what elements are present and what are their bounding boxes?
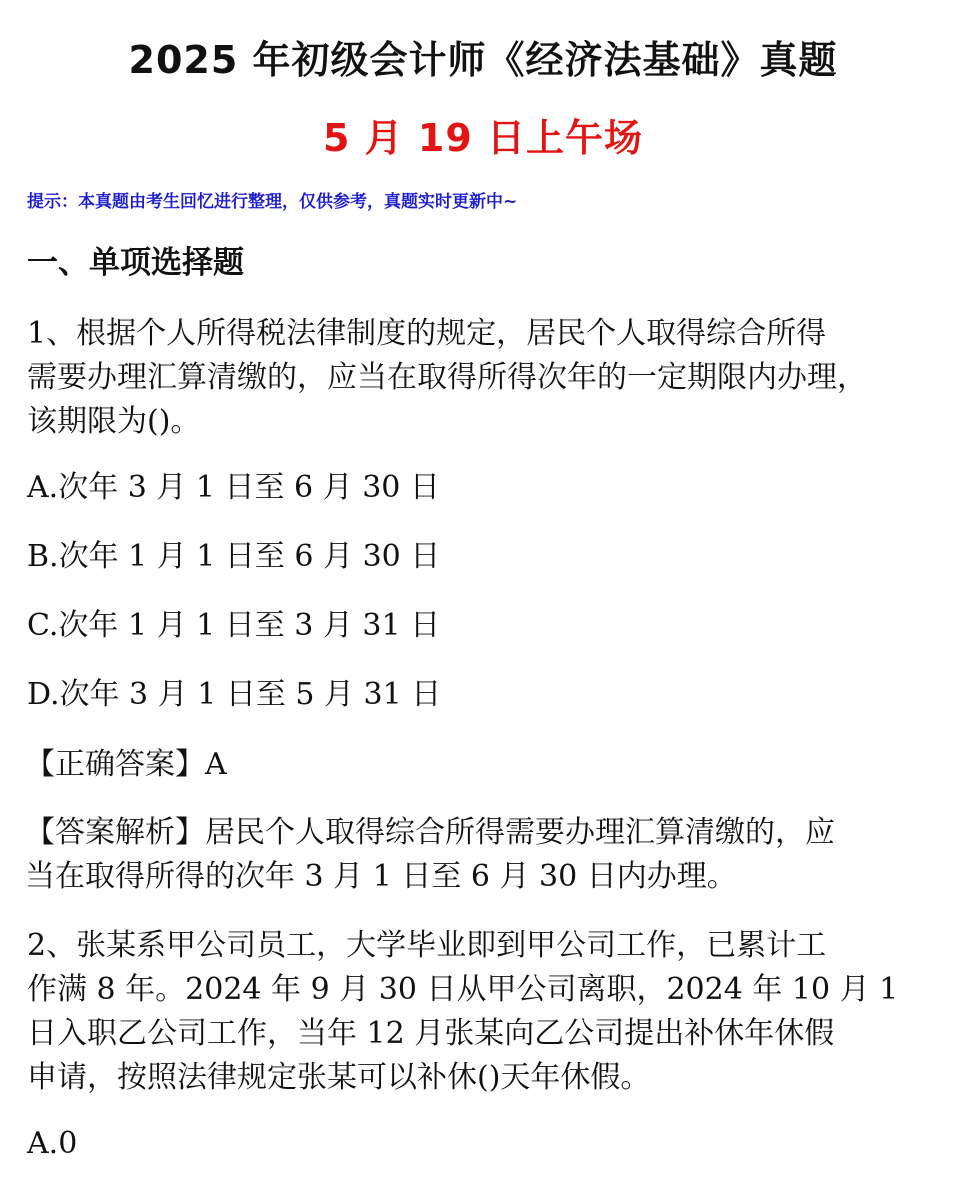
question-1-stem-line: 需要办理汇算清缴的，应当在取得所得次年的一定期限内办理， <box>27 360 867 395</box>
question-2-option-a: A.0 <box>27 1126 78 1161</box>
question-1-stem-line: 1、根据个人所得税法律制度的规定，居民个人取得综合所得 <box>27 316 827 351</box>
question-2-stem-line: 作满 8 年。2024 年 9 月 30 日从甲公司离职，2024 年 10 月 1 <box>27 972 899 1007</box>
question-2-stem-line: 2、张某系甲公司员工，大学毕业即到甲公司工作，已累计工 <box>27 928 827 963</box>
document-title: 2025 年初级会计师《经济法基础》真题 <box>128 38 838 82</box>
question-1-analysis-line: 当在取得所得的次年 3 月 1 日至 6 月 30 日内办理。 <box>25 859 737 894</box>
question-2-stem <box>27 924 942 1100</box>
notice-text: 提示：本真题由考生回忆进行整理，仅供参考，真题实时更新中~ <box>27 192 518 212</box>
question-1-answer: 【正确答案】A <box>25 747 227 782</box>
question-2-stem-line: 日入职乙公司工作，当年 12 月张某向乙公司提出补休年休假 <box>27 1016 835 1051</box>
question-2-stem-line: 申请，按照法律规定张某可以补休()天年休假。 <box>27 1060 651 1095</box>
question-1-stem <box>27 312 942 444</box>
session-subtitle: 5 月 19 日上午场 <box>322 116 643 160</box>
section-heading: 一、单项选择题 <box>27 245 244 281</box>
question-1-option-d: D.次年 3 月 1 日至 5 月 31 日 <box>27 677 442 712</box>
question-1-analysis-line: 【答案解析】居民个人取得综合所得需要办理汇算清缴的，应 <box>25 815 835 850</box>
question-1-stem-line: 该期限为()。 <box>27 404 201 439</box>
question-1-option-b: B.次年 1 月 1 日至 6 月 30 日 <box>27 539 441 574</box>
question-1-option-a: A.次年 3 月 1 日至 6 月 30 日 <box>27 470 440 505</box>
question-1-option-c: C.次年 1 月 1 日至 3 月 31 日 <box>27 608 441 643</box>
question-1-analysis <box>25 811 940 899</box>
